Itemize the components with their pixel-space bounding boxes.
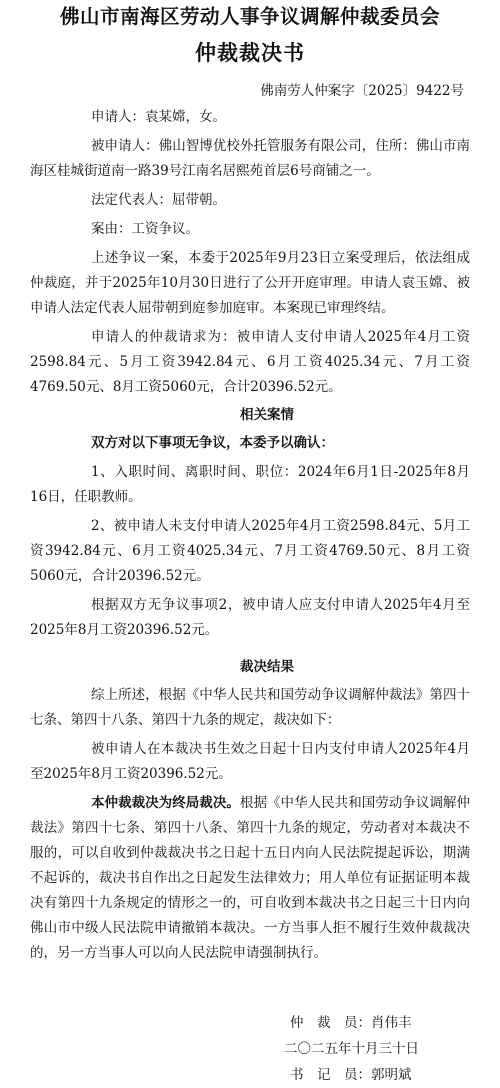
finality-paragraph: [30, 791, 470, 966]
clerk-signature: 书 记 员：郭明斌: [290, 1067, 412, 1083]
applicant-line: 申请人：袁某嫦，女。: [91, 109, 226, 125]
ruling-order: 被申请人在本裁决书生效之日起十日内支付申请人2025年4月至2025年8月工资20396.52元。: [30, 741, 470, 782]
cause-of-action-line: 案由：工资争议。: [91, 221, 199, 237]
appeal-rights: 根据《中华人民共和国劳动争议调解仲裁法》第四十七条、第四十八条、第四十九条的规定，劳动者对本裁决不服的，可以自收到仲裁裁决书之日起十五日内向人民法院提起诉讼，期满不起诉的，裁决书自作出之日起发生法律效力；用人单位有证据证明本裁决有第四十九条规定的情形之一的，可自收到本裁决书之日起三十日内向佛山市中级人民法院申请撤销本裁决。一方当事人拒不履行生效仲裁裁决的，另一方当事人可以向人民法院申请强制执行。: [30, 795, 471, 961]
document-title: 仲裁裁决书: [195, 40, 305, 65]
arbitrator-signature: 仲 裁 员：肖伟丰: [290, 1015, 412, 1031]
ruling-basis: 综上所述，根据《中华人民共和国劳动争议调解仲裁法》第四十七条、第四十八条、第四十九条的规定，裁决如下：: [30, 687, 470, 728]
organization-name: 佛山市南海区劳动人事争议调解仲裁委员会: [59, 5, 440, 28]
claims-paragraph: 申请人的仲裁请求为：被申请人支付申请人2025年4月工资2598.84元、5月工资3942.84元、6月工资4025.34元、7月工资4769.50元、8月工资5060元，合计20396.52元。: [30, 329, 470, 395]
ruling-heading: 裁决结果: [240, 659, 294, 675]
undisputed-intro: 双方对以下事项无争议，本委予以确认：: [91, 435, 334, 451]
legal-representative-line: 法定代表人：屈带朝。: [91, 192, 226, 208]
respondent-line: 被申请人：佛山智博优校外托管服务有限公司，住所：佛山市南海区桂城街道南一路39号江南名居熙苑首层6号商铺之一。: [30, 138, 470, 179]
fact-conclusion: 根据双方无争议事项2，被申请人应支付申请人2025年4月至2025年8月工资20396.52元。: [30, 597, 470, 638]
fact-item-1: 1、入职时间、离职时间、职位：2024年6月1日-2025年8月16日，任职教师。: [30, 464, 470, 505]
facts-heading: 相关案情: [240, 407, 294, 423]
case-number: 佛南劳人仲案字〔2025〕9422号: [260, 83, 464, 99]
fact-item-2: 2、被申请人未支付申请人2025年4月工资2598.84元、5月工资3942.84元、6月工资4025.34元、7月工资4769.50元、8月工资5060元，合计20396.52元。: [30, 518, 470, 584]
procedure-paragraph: 上述争议一案，本委于2025年9月23日立案受理后，依法组成仲裁庭，并于2025年10月30日进行了公开开庭审理。申请人袁玉嫦、被申请人法定代表人屈带朝到庭参加庭审。本案现已审理终结。: [30, 250, 470, 316]
award-date: 二〇二五年十月三十日: [284, 1041, 419, 1057]
document-body: [0, 105, 500, 966]
signature-block: [0, 1010, 500, 1088]
finality-statement: 本仲裁裁决为终局裁决。: [91, 795, 240, 811]
